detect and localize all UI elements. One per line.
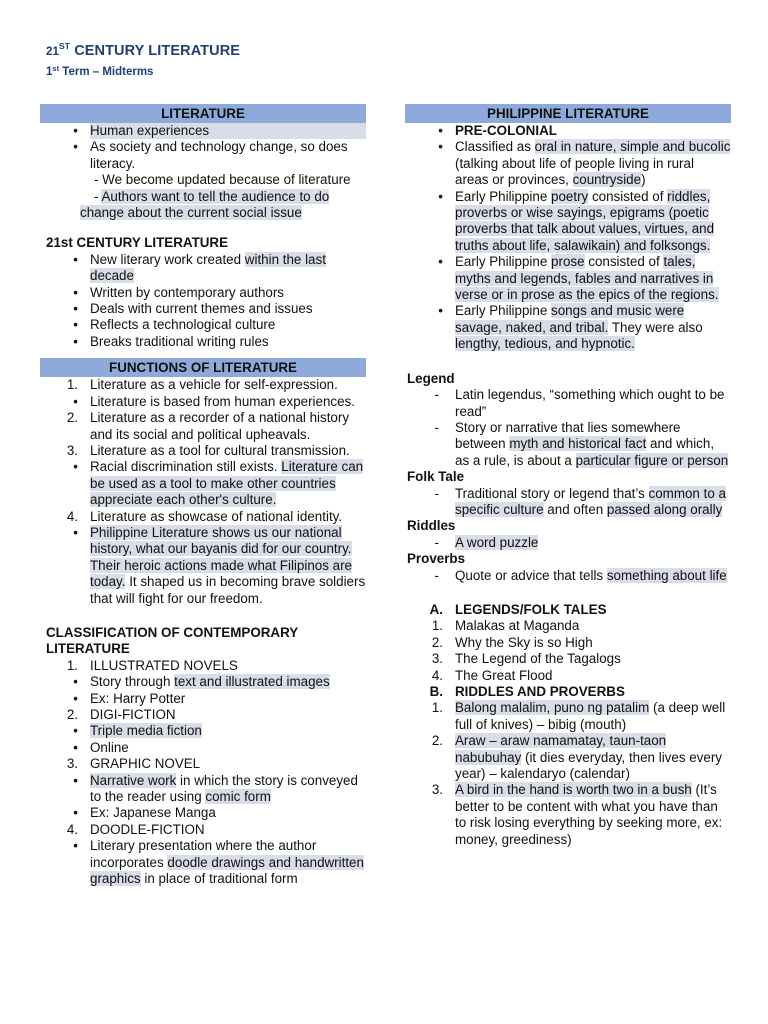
left-column: [40, 104, 366, 887]
classification-list: [40, 658, 366, 888]
list-item: - Latin legendus, “something which ought to be read”: [434, 387, 725, 419]
list-item: • Written by contemporary authors: [73, 284, 285, 300]
term-heading: Legend: [407, 370, 455, 386]
list-item: • Ex: Japanese Manga: [73, 805, 216, 821]
list-item: 2. Why the Sky is so High: [431, 634, 593, 650]
list-item: • Literature is based from human experiences.: [73, 393, 355, 409]
list-item: • Narrative work in which the story is conveyed to the reader using comic form: [73, 772, 358, 805]
list-item: - Story or narrative that lies somewhere between myth and historical fact and which, as a rule, is about a particular figure or person: [434, 419, 729, 468]
list-item: • Ex: Harry Potter: [73, 690, 186, 706]
list-item: 2. Literature as a recorder of a national history and its social and political upheavals.: [66, 410, 350, 442]
list-item: • Racial discrimination still exists. Literature can be used as a tool to make other countries appreciate each other's culture.: [73, 459, 364, 508]
sub-note: - Authors want to tell the audience to do: [94, 188, 330, 204]
list-item: 4. The Great Flood: [431, 667, 553, 683]
document-title: 21ST CENTURY LITERATURE: [46, 41, 241, 59]
philippine-list: [405, 123, 731, 353]
list-item: • Classified as oral in nature, simple and bucolic (talking about life of people living in rural areas or provinces, countryside): [438, 139, 731, 188]
list-item: • Early Philippine songs and music were savage, naked, and tribal. They were also lengthy, tedious, and hypnotic.: [438, 303, 703, 352]
right-column: [405, 104, 731, 848]
subsection-heading: A. LEGENDS/FOLK TALES: [429, 601, 607, 617]
sub-note: - We become updated because of literature: [94, 172, 351, 188]
list-item: • Triple media fiction: [73, 723, 202, 739]
list-item: • New literary work created within the last decade: [73, 251, 326, 284]
philippine-literature-band: PHILIPPINE LITERATURE: [405, 104, 731, 123]
list-item: 1. Balong malalim, puno ng patalim (a deep well full of knives) – bibig (mouth): [431, 700, 726, 732]
subsection-heading: B. RIDDLES AND PROVERBS: [429, 684, 625, 699]
list-item: • As society and technology change, so does literacy.: [73, 139, 348, 171]
list-item: 4. DOODLE-FICTION: [66, 821, 205, 837]
section-heading: CLASSIFICATION OF CONTEMPORARY LITERATURE: [46, 624, 298, 657]
list-item: • Human experiences: [40, 123, 366, 139]
list-item: • Philippine Literature shows us our national history, what our bayanis did for our country. Their heroic actions made what Filipinos are today. It shaped us in becoming brave soldiers that will fight for our freedom.: [73, 524, 366, 606]
c21-list: [40, 252, 366, 350]
term-heading: Folk Tale: [407, 469, 465, 485]
list-item: • Story through text and illustrated images: [73, 674, 330, 690]
list-item: - A word puzzle: [434, 534, 539, 550]
functions-band: FUNCTIONS OF LITERATURE: [40, 358, 366, 377]
list-item: • Deals with current themes and issues: [73, 301, 313, 317]
list-item: 2. DIGI-FICTION: [66, 707, 176, 722]
list-item: • Breaks traditional writing rules: [73, 333, 269, 349]
list-item: 4. Literature as showcase of national identity.: [66, 508, 343, 524]
list-item: 2. Araw – araw namamatay, taun-taon nabubuhay (it dies everyday, then lives every year) – kalendaryo (calendar): [431, 733, 722, 782]
list-item: 3. The Legend of the Tagalogs: [431, 651, 621, 667]
term-heading: Proverbs: [407, 551, 466, 567]
sub-note: change about the current social issue: [80, 205, 302, 221]
list-item: - Traditional story or legend that’s common to a specific culture and often passed along orally: [434, 485, 726, 517]
page-header: [46, 38, 240, 81]
list-item: 1. ILLUSTRATED NOVELS: [66, 657, 238, 673]
list-item: • Literary presentation where the author incorporates doodle drawings and handwritten graphics in place of traditional form: [73, 838, 364, 887]
list-item: 3. A bird in the hand is worth two in a bush (It’s better to be content with what you have than to risk losing everything by seeking more, ex: money, greediness): [431, 782, 723, 847]
section-heading: 21st CENTURY LITERATURE: [46, 235, 229, 251]
list-item: • Reflects a technological culture: [73, 317, 276, 333]
literature-band: LITERATURE: [40, 104, 366, 123]
list-item: • Online: [73, 739, 129, 755]
list-item: 1. Literature as a vehicle for self-expression.: [66, 377, 338, 393]
term-heading: Riddles: [407, 518, 456, 534]
list-item: • Early Philippine poetry consisted of riddles, proverbs or wise sayings, epigrams (poetic proverbs that talk about values, virtues, and truths about life, salawikain) and folksongs.: [438, 188, 715, 253]
list-item: 1. Malakas at Maganda: [431, 618, 580, 634]
list-item: • PRE-COLONIAL: [438, 123, 557, 138]
literature-list: [40, 123, 366, 172]
document-subtitle: 1st Term – Midterms: [46, 64, 154, 79]
list-item: • Early Philippine prose consisted of tales, myths and legends, fables and narratives in verse or in prose as the epics of the regions.: [438, 254, 719, 303]
list-item: 3. Literature as a tool for cultural transmission.: [66, 442, 350, 458]
functions-list: [40, 377, 366, 607]
list-item: - Quote or advice that tells something about life: [434, 567, 727, 583]
list-item: 3. GRAPHIC NOVEL: [66, 756, 201, 772]
